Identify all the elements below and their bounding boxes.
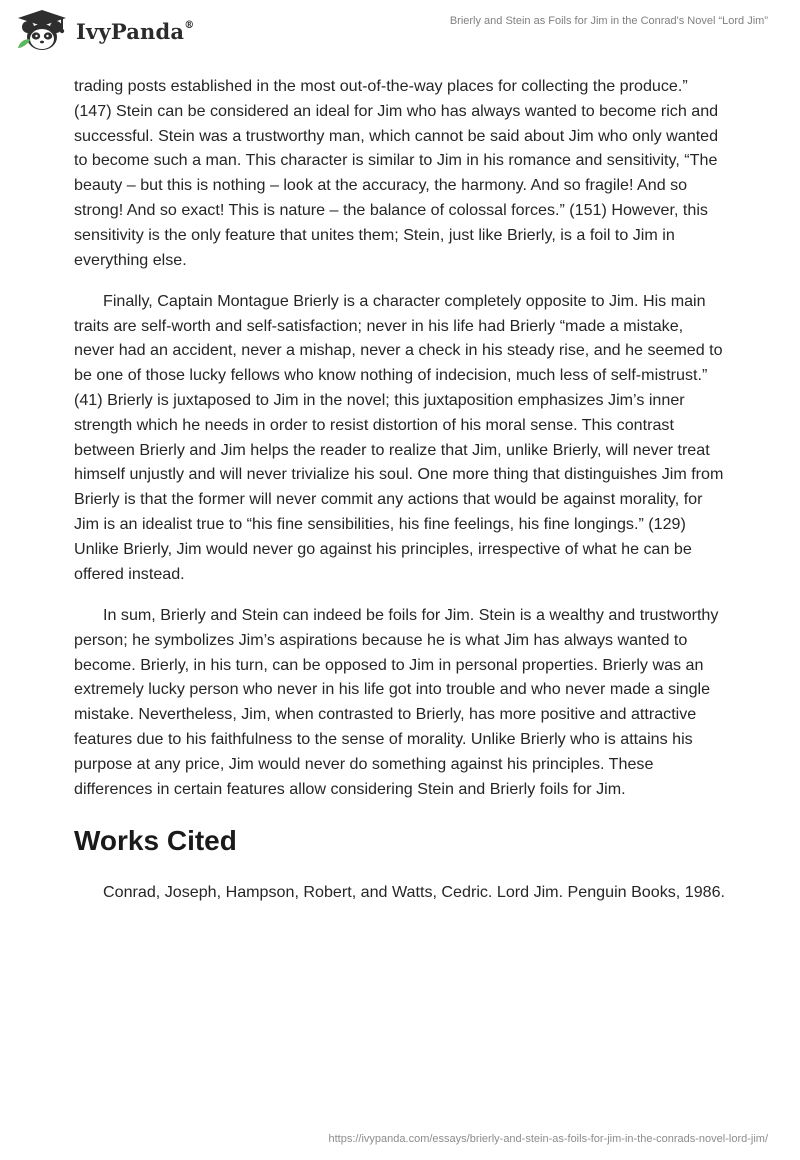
essay-content	[74, 74, 726, 922]
page-header	[0, 0, 800, 64]
document-title: Brierly and Stein as Foils for Jim in the Conrad's Novel “Lord Jim”	[449, 15, 768, 27]
source-url[interactable]: https://ivypanda.com/essays/brierly-and-stein-as-foils-for-jim-in-the-conrads-novel-lord-jim/	[328, 1133, 768, 1145]
ivypanda-logo[interactable]	[14, 8, 194, 52]
body-paragraph: trading posts established in the most out-of-the-way places for collecting the produce.” (147) Stein can be considered an ideal for Jim who has always wanted to become rich and successful. Stein was a trustworthy man, which cannot be said about Jim who only wanted to become such a man. This character is similar to Jim in his romance and sensitivity, “The beauty – but this is nothing – look at the accuracy, the harmony. And so fragile! And so strong! And so exact! This is nature – the balance of colossal forces.” (151) However, this sensitivity is the only feature that unites them; Stein, just like Brierly, is a foil to Jim in everything else.	[74, 77, 719, 269]
works-cited-heading: Works Cited	[74, 825, 237, 857]
panda-graduate-icon	[14, 8, 70, 52]
logo-wordmark: IvyPanda®	[76, 18, 195, 44]
body-paragraph: In sum, Brierly and Stein can indeed be foils for Jim. Stein is a wealthy and trustworthy person; he symbolizes Jim’s aspirations because he is what Jim has always wanted to become. Brierly, in his turn, can be opposed to Jim in personal properties. Brierly was an extremely lucky person who never in his life got into trouble and who never made a single mistake. Nevertheless, Jim, when contrasted to Brierly, has more positive and attractive features due to his faithfulness to the sense of morality. Unlike Brierly who is attains his purpose at any price, Jim would never do something against his principles. These differences in certain features allow considering Stein and Brierly foils for Jim.	[74, 605, 719, 798]
citation-entry: Conrad, Joseph, Hampson, Robert, and Watts, Cedric. Lord Jim. Penguin Books, 1986.	[103, 883, 726, 902]
body-paragraph: Finally, Captain Montague Brierly is a character completely opposite to Jim. His main traits are self-worth and self-satisfaction; never in his life had Brierly “made a mistake, never had an accident, never a mishap, never a check in his steady rise, and he seemed to be one of those lucky fellows who know nothing of indecision, much less of self-mistrust.” (41) Brierly is juxtaposed to Jim in the novel; this juxtaposition emphasizes Jim’s inner strength which he needs in order to resist distortion of his moral sense. This contrast between Brierly and Jim helps the reader to realize that Jim, unlike Brierly, will never treat himself unjustly and will never trivialize his soul. One more thing that distinguishes Jim from Brierly is that the former will never commit any actions that would be against morality, for Jim is an idealist true to “his fine sensibilities, his fine feelings, his fine longings.” (129) Unlike Brierly, Jim would never go against his principles, irrespective of what he can be offered instead.	[74, 291, 724, 583]
